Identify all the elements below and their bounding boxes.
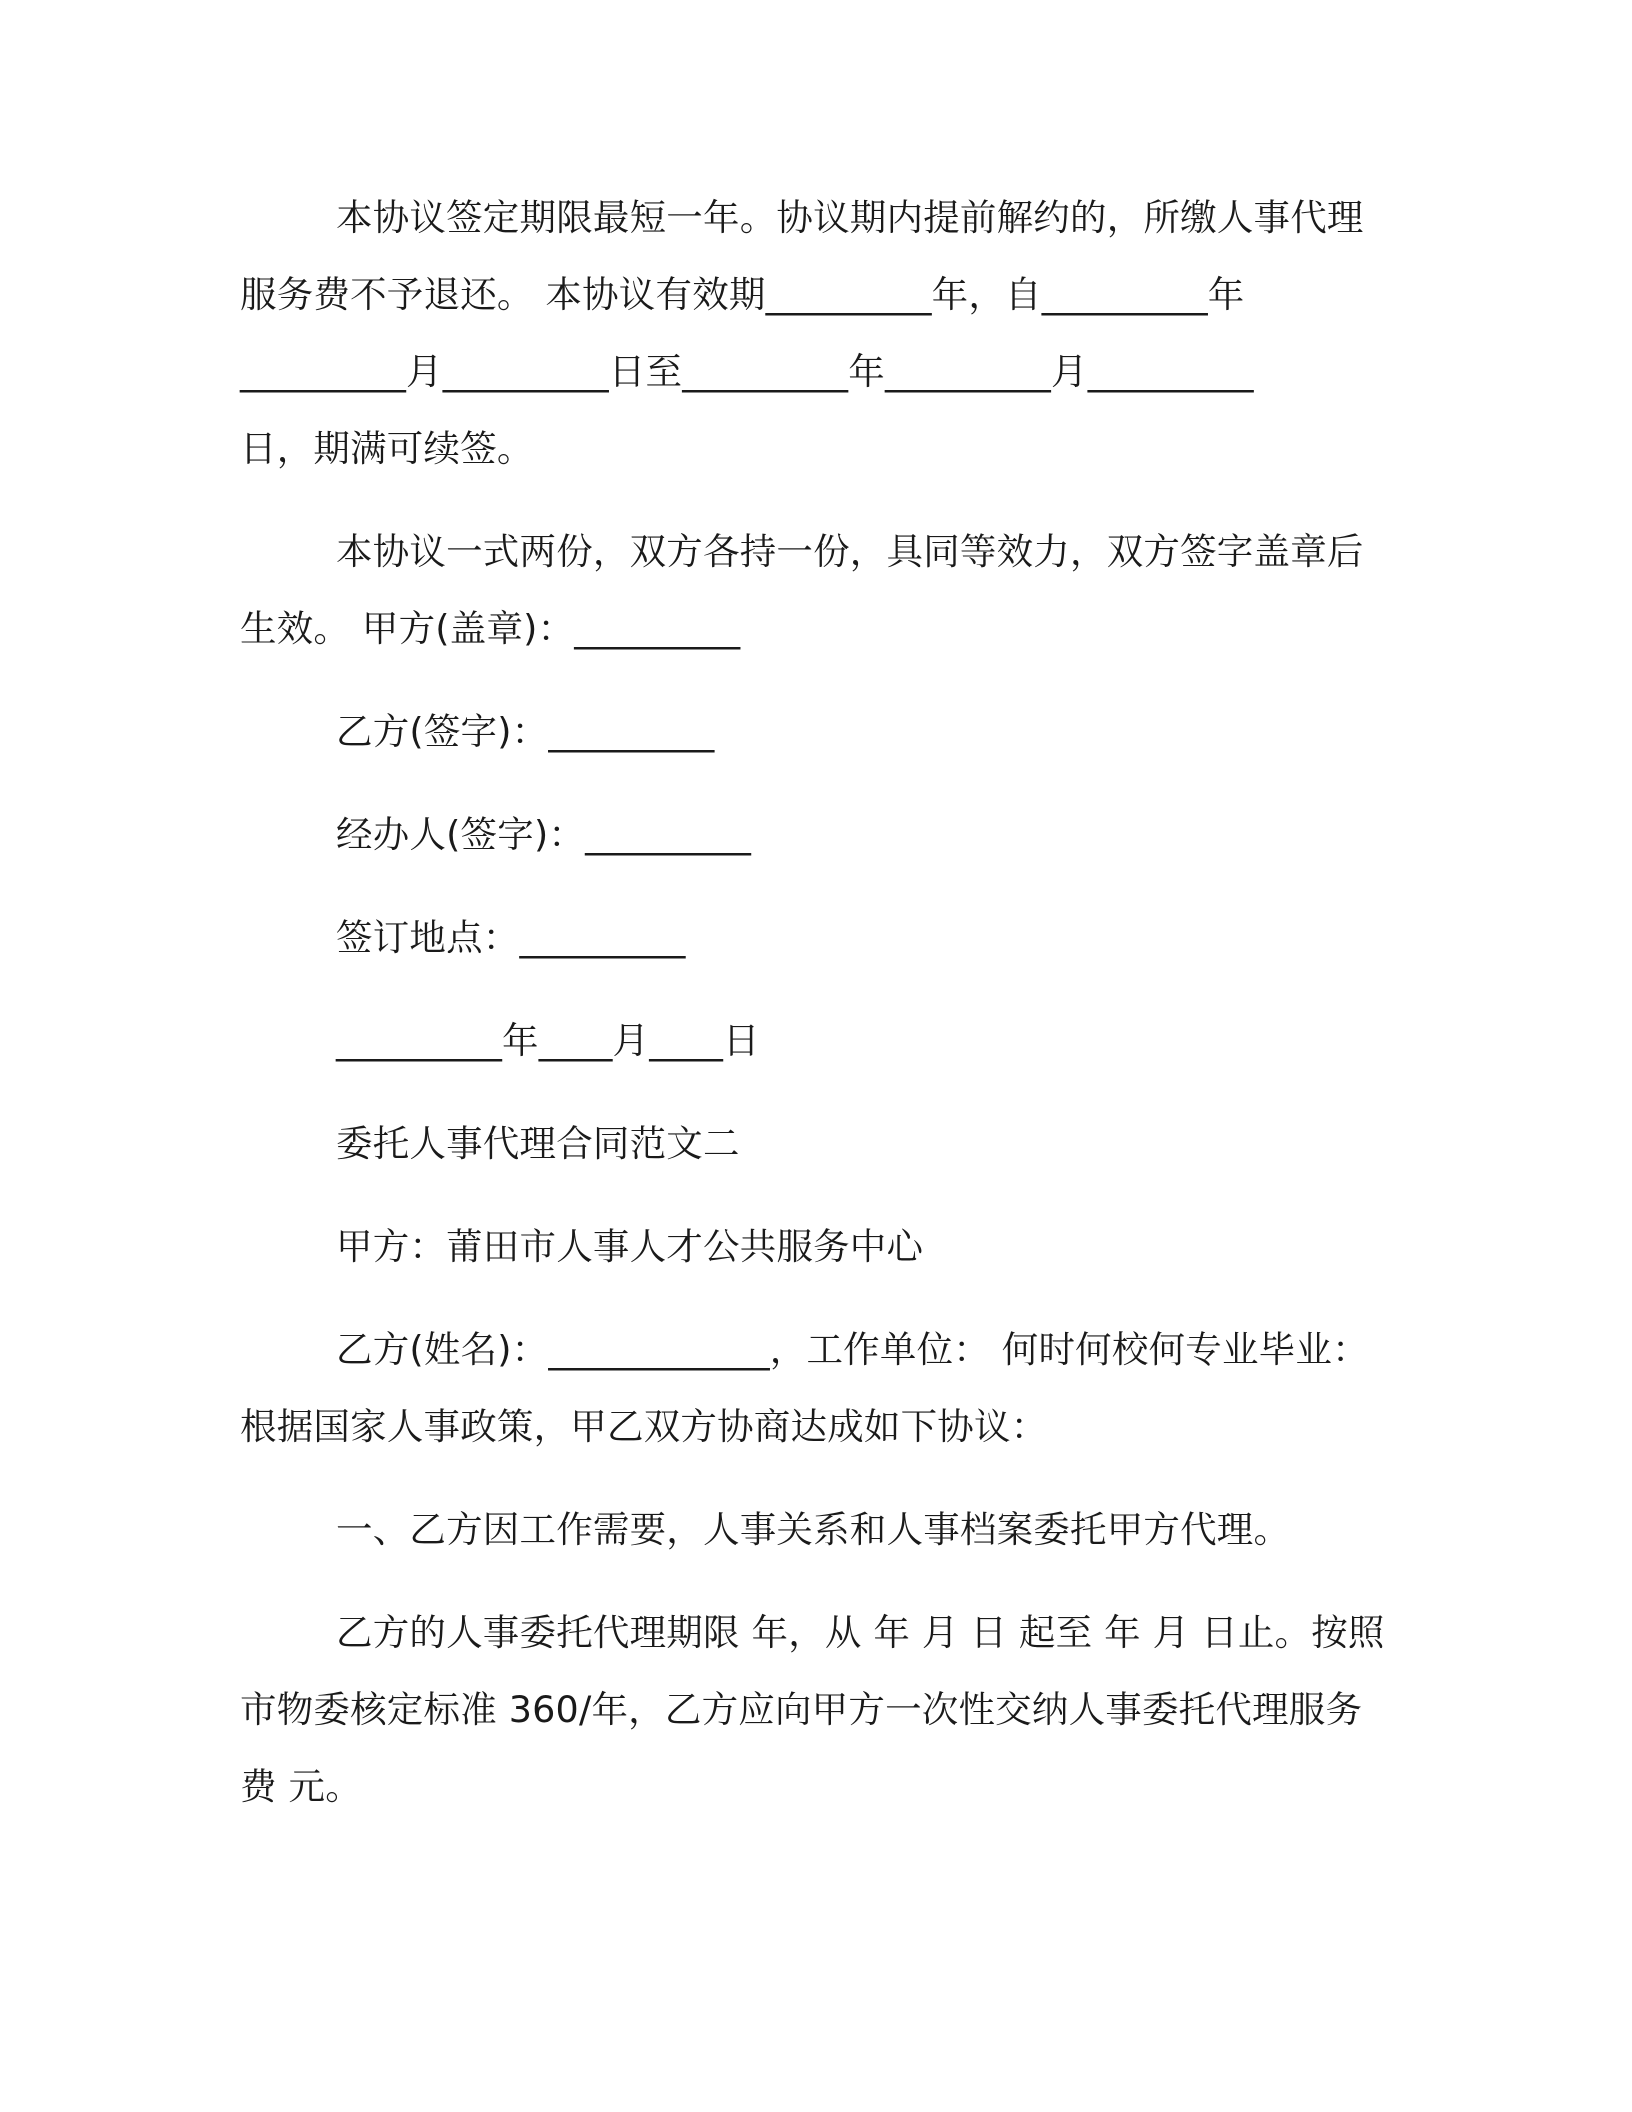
paragraph-line: 日，期满可续签。 [240, 427, 534, 470]
signing-place-line: 签订地点：_________ [336, 916, 686, 959]
paragraph-line: 服务费不予退还。 本协议有效期_________年，自_________年 [240, 273, 1245, 316]
signature-line-handler: 经办人(签字)：_________ [336, 813, 752, 856]
paragraph-line: 费 元。 [240, 1765, 362, 1808]
paragraph-line: _________月_________日至_________年_________月_________ [240, 350, 1254, 393]
date-line: _________年____月____日 [336, 1019, 760, 1062]
party-a-line: 甲方：莆田市人事人才公共服务中心 [336, 1225, 924, 1268]
paragraph-line: 乙方的人事委托代理期限 年，从 年 月 日 起至 年 月 日止。按照 [336, 1611, 1385, 1654]
paragraph-line: 本协议一式两份，双方各持一份，具同等效力，双方签字盖章后 [336, 530, 1364, 573]
section-title: 委托人事代理合同范文二 [336, 1122, 740, 1165]
paragraph-line: 生效。 甲方(盖章)：_________ [240, 607, 741, 650]
paragraph-line: 本协议签定期限最短一年。协议期内提前解约的，所缴人事代理 [336, 196, 1364, 239]
paragraph-line: 根据国家人事政策，甲乙双方协商达成如下协议： [240, 1405, 1048, 1448]
paragraph-line: 市物委核定标准 360/年，乙方应向甲方一次性交纳人事委托代理服务 [240, 1688, 1363, 1731]
signature-line-party-b: 乙方(签字)：_________ [336, 710, 715, 753]
paragraph-line: 乙方(姓名)：____________，工作单位： 何时何校何专业毕业： [336, 1328, 1369, 1371]
clause-line: 一、乙方因工作需要，人事关系和人事档案委托甲方代理。 [336, 1508, 1291, 1551]
